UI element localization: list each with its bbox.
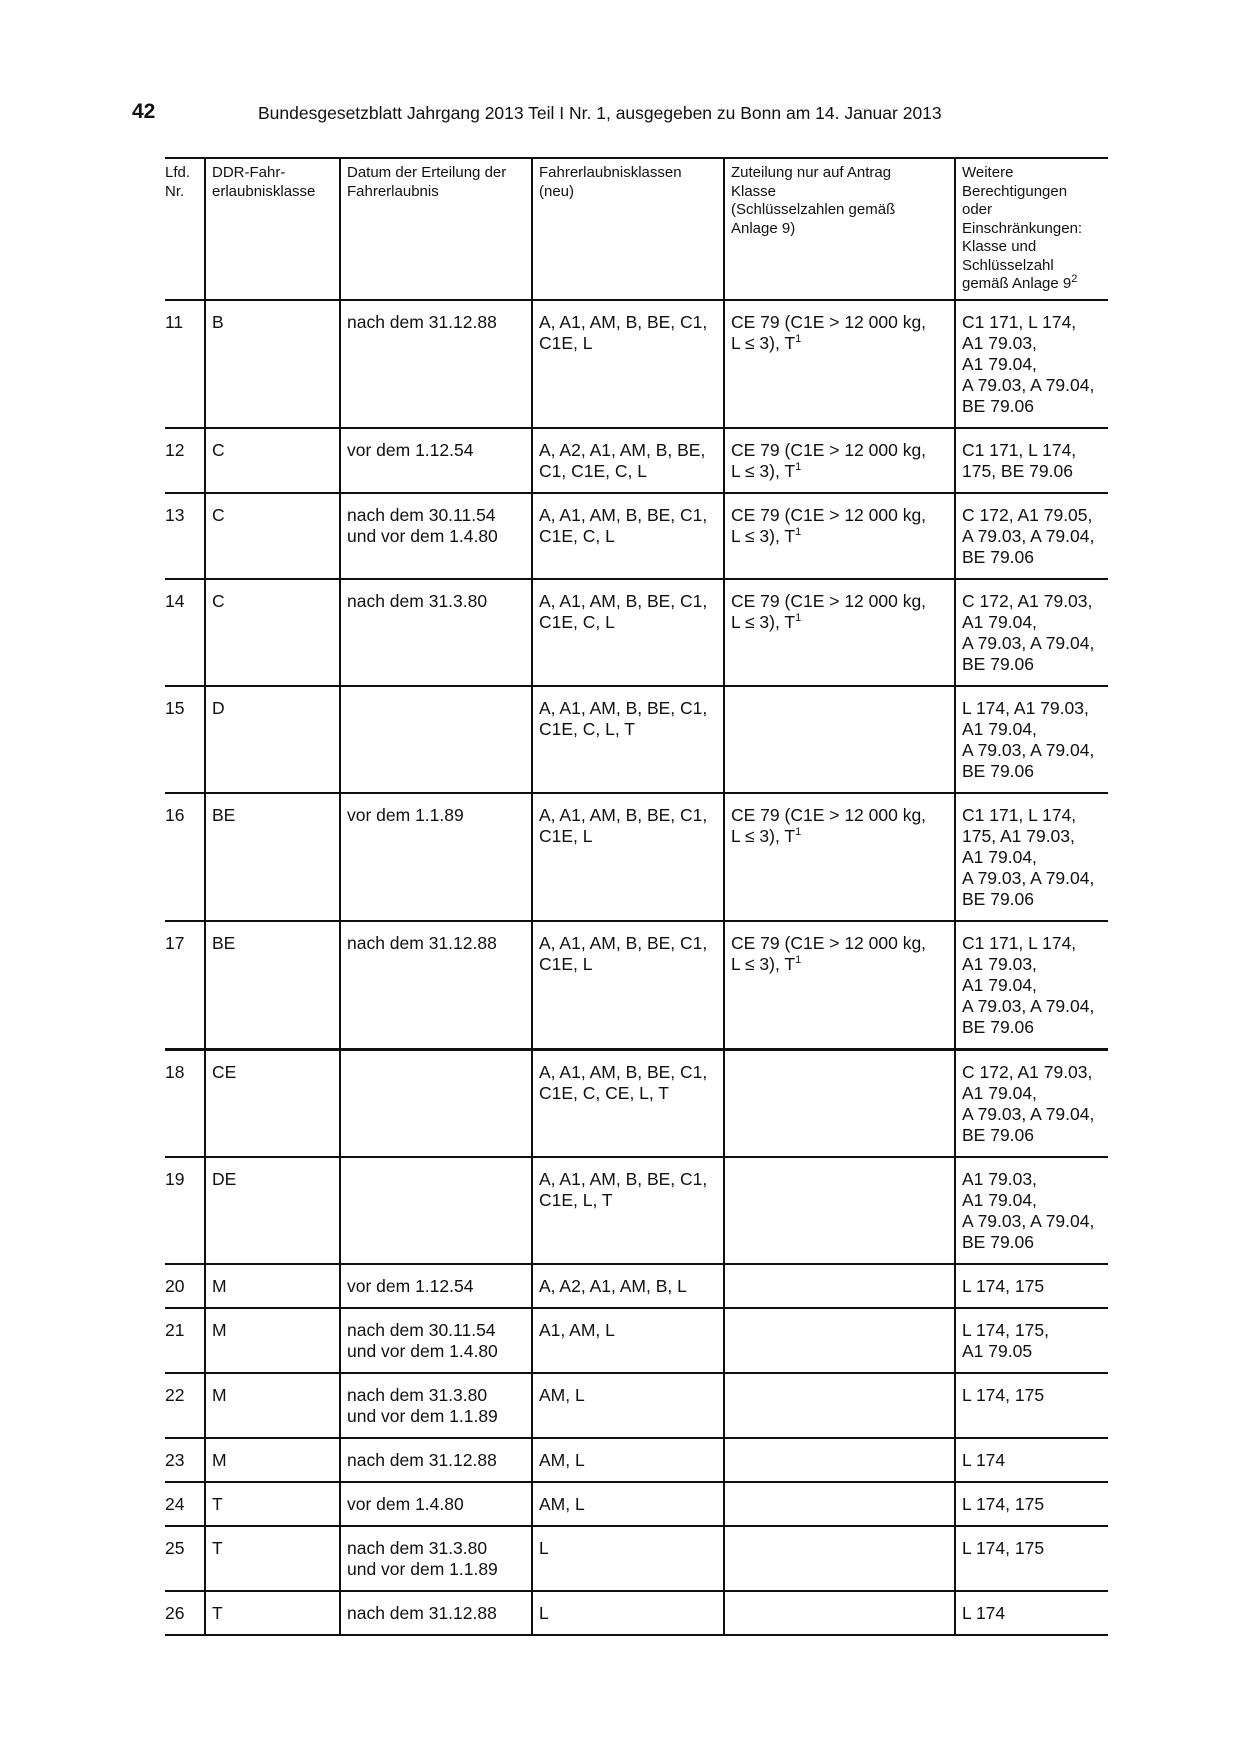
cell-ddr-class-text: C — [212, 505, 225, 525]
cell-nr-text: 13 — [165, 505, 185, 525]
cell-nr-text: 20 — [165, 1276, 185, 1296]
cell-further-rights-text: A1 79.03, A1 79.04, A 79.03, A 79.04, BE 79.06 — [962, 1169, 1095, 1252]
cell-ddr-class-text: C — [212, 591, 225, 611]
table-row — [165, 493, 1108, 579]
footnote-mark: 1 — [795, 826, 802, 839]
cell-on-request-text: CE 79 (C1E > 12 000 kg, L ≤ 3), T — [731, 805, 927, 846]
cell-new-classes-text: A, A2, A1, AM, B, BE, C1, C1E, C, L — [539, 440, 706, 481]
table-row — [165, 1308, 1108, 1373]
cell-nr — [165, 921, 205, 1050]
cell-nr-text: 18 — [165, 1062, 185, 1082]
cell-nr-text: 12 — [165, 440, 185, 460]
cell-nr — [165, 300, 205, 428]
cell-nr — [165, 1526, 205, 1591]
cell-ddr-class — [205, 428, 340, 493]
table-row — [165, 921, 1108, 1050]
cell-on-request — [724, 1264, 955, 1308]
table-row — [165, 1438, 1108, 1482]
cell-issue-date — [340, 1482, 532, 1526]
table-row — [165, 1526, 1108, 1591]
cell-issue-date-text: vor dem 1.12.54 — [347, 1276, 474, 1296]
cell-on-request — [724, 579, 955, 686]
cell-further-rights — [955, 1050, 1108, 1158]
column-header-issue-date: Datum der Erteilung der Fahrerlaubnis — [340, 158, 532, 300]
cell-ddr-class-text: M — [212, 1276, 227, 1296]
cell-nr-text: 16 — [165, 805, 185, 825]
cell-on-request — [724, 428, 955, 493]
cell-new-classes-text: A, A1, AM, B, BE, C1, C1E, L — [539, 933, 708, 974]
cell-further-rights — [955, 1482, 1108, 1526]
cell-nr — [165, 493, 205, 579]
cell-issue-date — [340, 1157, 532, 1264]
cell-nr — [165, 793, 205, 921]
cell-new-classes — [532, 493, 724, 579]
cell-on-request-text: CE 79 (C1E > 12 000 kg, L ≤ 3), T — [731, 312, 927, 353]
cell-nr-text: 17 — [165, 933, 185, 953]
cell-ddr-class-text: M — [212, 1385, 227, 1405]
cell-nr — [165, 1050, 205, 1158]
cell-further-rights — [955, 1373, 1108, 1438]
cell-issue-date — [340, 1526, 532, 1591]
cell-on-request-text: CE 79 (C1E > 12 000 kg, L ≤ 3), T — [731, 505, 927, 546]
footnote-mark: 1 — [795, 461, 802, 474]
cell-on-request — [724, 921, 955, 1050]
cell-further-rights — [955, 1264, 1108, 1308]
cell-further-rights — [955, 579, 1108, 686]
cell-nr-text: 15 — [165, 698, 185, 718]
cell-ddr-class-text: BE — [212, 933, 236, 953]
cell-new-classes-text: A, A1, AM, B, BE, C1, C1E, L, T — [539, 1169, 708, 1210]
cell-issue-date — [340, 686, 532, 793]
cell-ddr-class — [205, 1438, 340, 1482]
cell-further-rights-text: C1 171, L 174, 175, A1 79.03, A1 79.04, A 79.03, A 79.04, BE 79.06 — [962, 805, 1095, 909]
cell-on-request — [724, 1482, 955, 1526]
cell-ddr-class-text: T — [212, 1494, 223, 1514]
cell-new-classes-text: A, A1, AM, B, BE, C1, C1E, L — [539, 312, 708, 353]
cell-further-rights — [955, 686, 1108, 793]
cell-new-classes — [532, 921, 724, 1050]
cell-ddr-class-text: BE — [212, 805, 236, 825]
cell-new-classes — [532, 1308, 724, 1373]
cell-on-request — [724, 493, 955, 579]
cell-issue-date — [340, 1438, 532, 1482]
page-number: 42 — [132, 100, 156, 123]
cell-further-rights — [955, 921, 1108, 1050]
cell-further-rights-text: C1 171, L 174, 175, BE 79.06 — [962, 440, 1077, 481]
cell-new-classes-text: A, A1, AM, B, BE, C1, C1E, C, L, T — [539, 698, 708, 739]
cell-issue-date-text: nach dem 31.3.80 und vor dem 1.1.89 — [347, 1385, 498, 1426]
header-row — [165, 158, 1108, 300]
cell-nr — [165, 686, 205, 793]
cell-issue-date — [340, 300, 532, 428]
cell-nr-text: 21 — [165, 1320, 185, 1340]
cell-new-classes — [532, 686, 724, 793]
cell-ddr-class — [205, 1591, 340, 1635]
table-body — [165, 300, 1108, 1635]
cell-issue-date — [340, 493, 532, 579]
cell-issue-date — [340, 1264, 532, 1308]
cell-new-classes-text: A, A1, AM, B, BE, C1, C1E, C, L — [539, 505, 708, 546]
cell-new-classes — [532, 428, 724, 493]
cell-ddr-class — [205, 793, 340, 921]
table-header — [165, 158, 1108, 300]
column-header-ddr-class: DDR-Fahr- erlaubnisklasse — [205, 158, 340, 300]
cell-ddr-class — [205, 921, 340, 1050]
cell-issue-date-text: nach dem 31.12.88 — [347, 312, 497, 332]
cell-ddr-class-text: C — [212, 440, 225, 460]
cell-nr-text: 11 — [165, 312, 184, 332]
cell-ddr-class-text: T — [212, 1538, 223, 1558]
cell-ddr-class — [205, 1264, 340, 1308]
cell-new-classes-text: A1, AM, L — [539, 1320, 615, 1340]
footnote-mark: 1 — [795, 526, 802, 539]
cell-ddr-class — [205, 1482, 340, 1526]
table-row — [165, 1050, 1108, 1158]
table-row — [165, 428, 1108, 493]
cell-nr — [165, 1264, 205, 1308]
cell-issue-date — [340, 1050, 532, 1158]
cell-new-classes-text: A, A1, AM, B, BE, C1, C1E, L — [539, 805, 708, 846]
cell-further-rights — [955, 493, 1108, 579]
cell-on-request-text: CE 79 (C1E > 12 000 kg, L ≤ 3), T — [731, 591, 927, 632]
cell-further-rights-text: C1 171, L 174, A1 79.03, A1 79.04, A 79.03, A 79.04, BE 79.06 — [962, 312, 1095, 416]
cell-nr-text: 25 — [165, 1538, 185, 1558]
cell-on-request — [724, 686, 955, 793]
cell-on-request — [724, 1157, 955, 1264]
cell-new-classes-text: AM, L — [539, 1450, 585, 1470]
table-row — [165, 300, 1108, 428]
licence-class-table — [165, 157, 1108, 1636]
cell-further-rights-text: L 174 — [962, 1450, 1006, 1470]
cell-nr — [165, 1482, 205, 1526]
running-title: Bundesgesetzblatt Jahrgang 2013 Teil I Nr. 1, ausgegeben zu Bonn am 14. Januar 2013 — [258, 103, 942, 123]
cell-further-rights-text: L 174, A1 79.03, A1 79.04, A 79.03, A 79.04, BE 79.06 — [962, 698, 1095, 781]
footnote-mark: 1 — [795, 333, 802, 346]
cell-on-request-text: CE 79 (C1E > 12 000 kg, L ≤ 3), T — [731, 440, 927, 481]
cell-nr — [165, 579, 205, 686]
cell-ddr-class — [205, 686, 340, 793]
footnote-mark: 2 — [1071, 273, 1078, 285]
cell-nr — [165, 1308, 205, 1373]
cell-ddr-class-text: B — [212, 312, 224, 332]
cell-new-classes — [532, 1526, 724, 1591]
cell-issue-date-text: nach dem 30.11.54 und vor dem 1.4.80 — [347, 1320, 498, 1361]
table-row — [165, 1373, 1108, 1438]
cell-further-rights — [955, 1438, 1108, 1482]
cell-nr — [165, 1157, 205, 1264]
cell-further-rights — [955, 1157, 1108, 1264]
cell-further-rights-text: L 174, 175 — [962, 1385, 1045, 1405]
cell-nr-text: 19 — [165, 1169, 185, 1189]
cell-issue-date — [340, 1373, 532, 1438]
cell-new-classes — [532, 1373, 724, 1438]
table-row — [165, 1591, 1108, 1635]
cell-nr — [165, 1438, 205, 1482]
cell-on-request-text: CE 79 (C1E > 12 000 kg, L ≤ 3), T — [731, 933, 927, 974]
cell-ddr-class — [205, 1308, 340, 1373]
cell-further-rights-text: L 174 — [962, 1603, 1006, 1623]
cell-ddr-class-text: CE — [212, 1062, 237, 1082]
cell-issue-date — [340, 1591, 532, 1635]
cell-nr-text: 22 — [165, 1385, 185, 1405]
cell-ddr-class-text: DE — [212, 1169, 237, 1189]
cell-issue-date-text: nach dem 31.12.88 — [347, 1603, 497, 1623]
cell-new-classes — [532, 793, 724, 921]
cell-ddr-class — [205, 493, 340, 579]
table-row — [165, 1482, 1108, 1526]
cell-issue-date-text: nach dem 31.12.88 — [347, 933, 497, 953]
cell-further-rights-text: C 172, A1 79.05, A 79.03, A 79.04, BE 79.06 — [962, 505, 1095, 567]
table-row — [165, 1264, 1108, 1308]
cell-new-classes — [532, 1264, 724, 1308]
cell-issue-date-text: nach dem 31.3.80 — [347, 591, 488, 611]
cell-issue-date-text: nach dem 31.12.88 — [347, 1450, 497, 1470]
cell-further-rights — [955, 793, 1108, 921]
cell-new-classes — [532, 1591, 724, 1635]
cell-further-rights-text: L 174, 175 — [962, 1494, 1045, 1514]
cell-issue-date — [340, 921, 532, 1050]
cell-nr-text: 23 — [165, 1450, 185, 1470]
cell-ddr-class — [205, 1373, 340, 1438]
cell-new-classes — [532, 1050, 724, 1158]
cell-on-request — [724, 1591, 955, 1635]
table-row — [165, 579, 1108, 686]
table-row — [165, 686, 1108, 793]
column-header-new-classes: Fahrerlaubnisklassen (neu) — [532, 158, 724, 300]
cell-new-classes — [532, 300, 724, 428]
cell-nr-text: 26 — [165, 1603, 185, 1623]
cell-new-classes-text: A, A1, AM, B, BE, C1, C1E, C, CE, L, T — [539, 1062, 708, 1103]
cell-further-rights-text: L 174, 175 — [962, 1276, 1045, 1296]
cell-further-rights-text: C 172, A1 79.03, A1 79.04, A 79.03, A 79.04, BE 79.06 — [962, 591, 1095, 674]
cell-further-rights — [955, 300, 1108, 428]
cell-nr — [165, 1373, 205, 1438]
cell-new-classes — [532, 1438, 724, 1482]
cell-issue-date-text: nach dem 30.11.54 und vor dem 1.4.80 — [347, 505, 498, 546]
cell-on-request — [724, 1438, 955, 1482]
cell-new-classes-text: L — [539, 1603, 549, 1623]
cell-on-request — [724, 1050, 955, 1158]
cell-on-request — [724, 793, 955, 921]
cell-new-classes — [532, 579, 724, 686]
cell-nr-text: 14 — [165, 591, 185, 611]
cell-issue-date — [340, 579, 532, 686]
cell-ddr-class-text: T — [212, 1603, 223, 1623]
cell-new-classes — [532, 1482, 724, 1526]
cell-nr-text: 24 — [165, 1494, 185, 1514]
cell-issue-date — [340, 793, 532, 921]
footnote-mark: 1 — [795, 954, 802, 967]
cell-nr — [165, 1591, 205, 1635]
table-row — [165, 793, 1108, 921]
cell-ddr-class-text: D — [212, 698, 225, 718]
cell-ddr-class — [205, 579, 340, 686]
cell-ddr-class — [205, 1526, 340, 1591]
cell-ddr-class-text: M — [212, 1450, 227, 1470]
cell-on-request — [724, 1373, 955, 1438]
cell-ddr-class — [205, 1157, 340, 1264]
column-header-nr: Lfd. Nr. — [165, 158, 205, 300]
cell-ddr-class — [205, 300, 340, 428]
cell-further-rights — [955, 1591, 1108, 1635]
cell-issue-date-text: nach dem 31.3.80 und vor dem 1.1.89 — [347, 1538, 498, 1579]
cell-nr — [165, 428, 205, 493]
column-header-on-request: Zuteilung nur auf Antrag Klasse (Schlüsselzahlen gemäß Anlage 9) — [724, 158, 955, 300]
cell-further-rights-text: C1 171, L 174, A1 79.03, A1 79.04, A 79.03, A 79.04, BE 79.06 — [962, 933, 1095, 1037]
cell-new-classes-text: L — [539, 1538, 549, 1558]
cell-further-rights-text: L 174, 175 — [962, 1538, 1045, 1558]
cell-ddr-class — [205, 1050, 340, 1158]
cell-further-rights-text: C 172, A1 79.03, A1 79.04, A 79.03, A 79.04, BE 79.06 — [962, 1062, 1095, 1145]
cell-new-classes — [532, 1157, 724, 1264]
cell-new-classes-text: AM, L — [539, 1385, 585, 1405]
cell-on-request — [724, 300, 955, 428]
cell-issue-date — [340, 1308, 532, 1373]
cell-further-rights-text: L 174, 175, A1 79.05 — [962, 1320, 1049, 1361]
cell-further-rights — [955, 1308, 1108, 1373]
footnote-mark: 1 — [795, 612, 802, 625]
cell-new-classes-text: A, A2, A1, AM, B, L — [539, 1276, 687, 1296]
cell-further-rights — [955, 1526, 1108, 1591]
cell-issue-date-text: vor dem 1.4.80 — [347, 1494, 464, 1514]
cell-issue-date — [340, 428, 532, 493]
cell-on-request — [724, 1308, 955, 1373]
cell-ddr-class-text: M — [212, 1320, 227, 1340]
cell-further-rights — [955, 428, 1108, 493]
cell-new-classes-text: A, A1, AM, B, BE, C1, C1E, C, L — [539, 591, 708, 632]
column-header-further-rights: Weitere Berechtigungen oder Einschränkungen: Klasse und Schlüsselzahl gemäß Anlage $9^2$ — [955, 158, 1108, 300]
cell-issue-date-text: vor dem 1.1.89 — [347, 805, 464, 825]
cell-new-classes-text: AM, L — [539, 1494, 585, 1514]
table-row — [165, 1157, 1108, 1264]
cell-issue-date-text: vor dem 1.12.54 — [347, 440, 474, 460]
cell-on-request — [724, 1526, 955, 1591]
